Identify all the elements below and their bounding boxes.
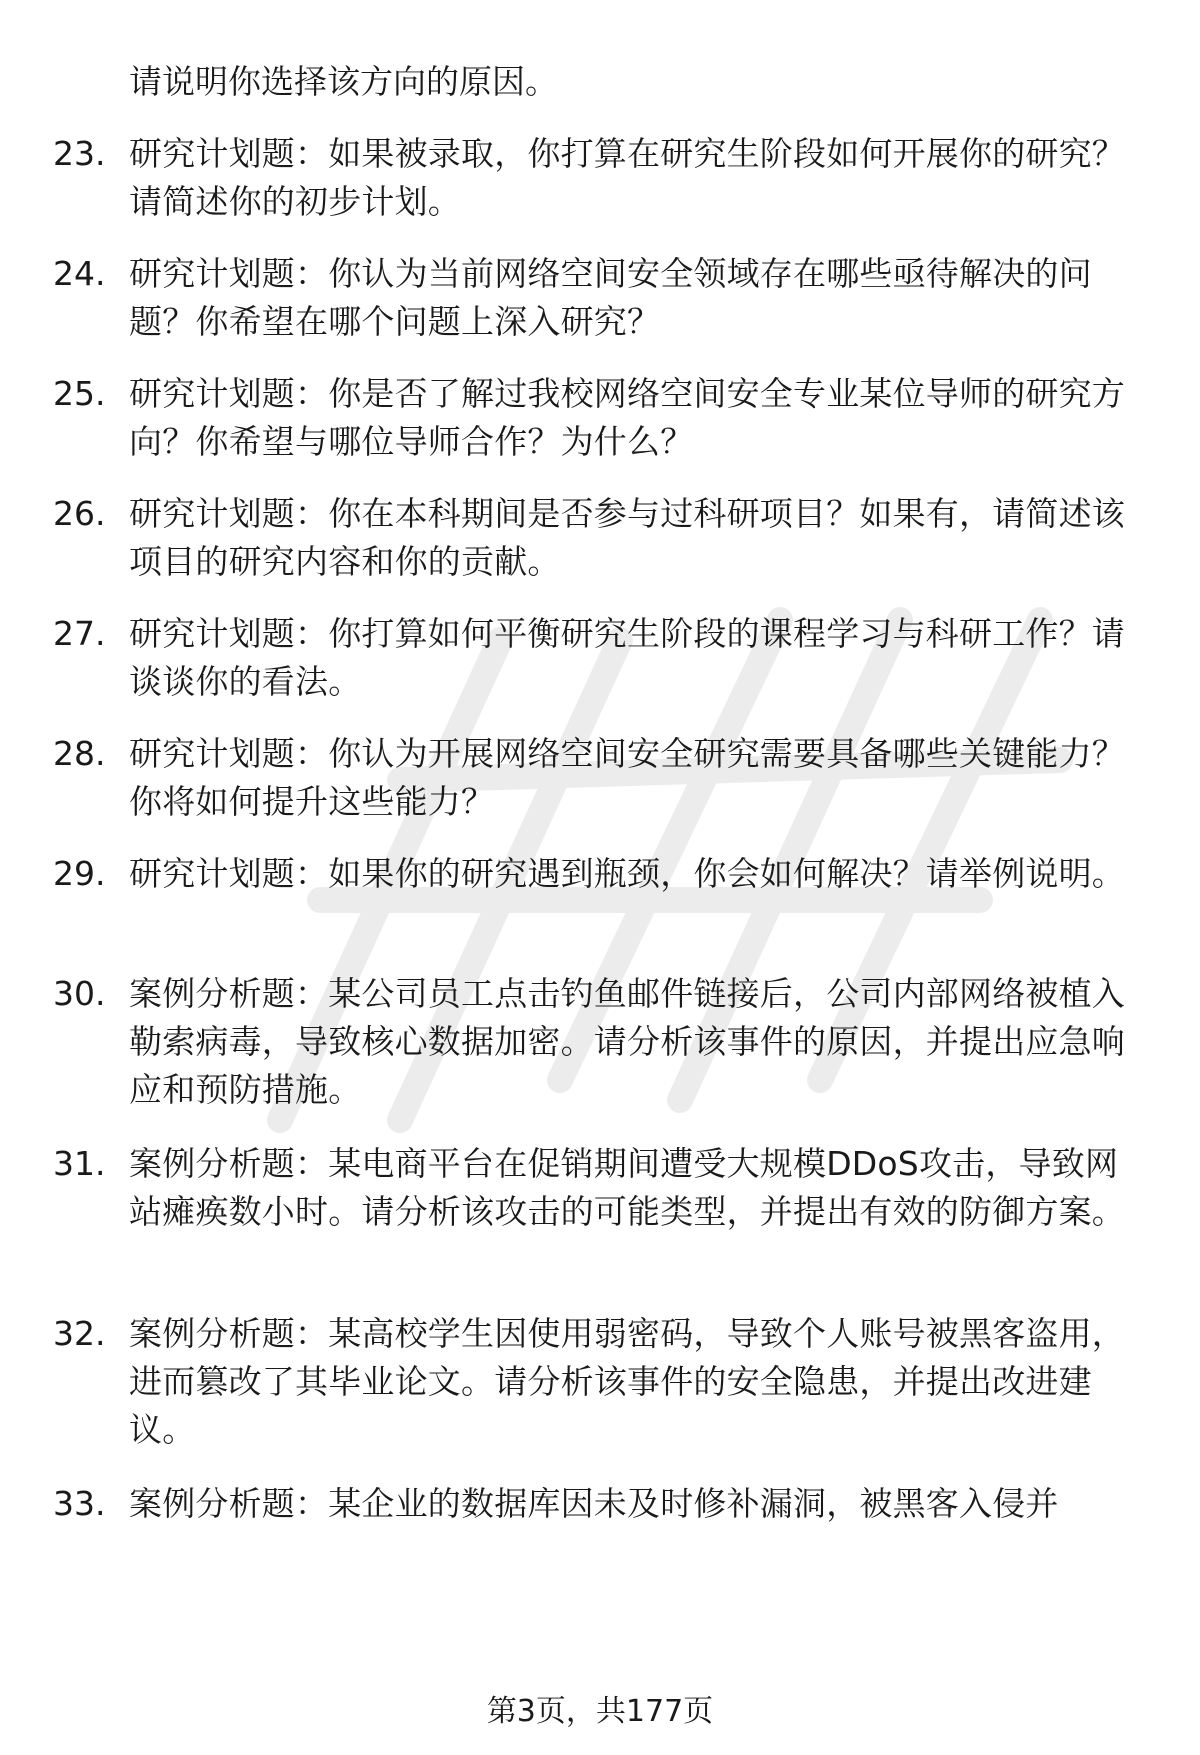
continued-question-text: 请说明你选择该方向的原因。	[129, 62, 558, 101]
question-text: 研究计划题：如果你的研究遇到瓶颈，你会如何解决？请举例说明。	[129, 854, 1125, 893]
question-text: 研究计划题：你认为当前网络空间安全领域存在哪些亟待解决的问题？你希望在哪个问题上深入研究？	[129, 254, 1092, 341]
question-number: 27.	[53, 614, 106, 653]
question-number: 32.	[53, 1314, 106, 1353]
question-number: 33.	[53, 1484, 106, 1523]
question-number: 24.	[53, 254, 106, 293]
question-number: 25.	[53, 374, 106, 413]
question-text: 研究计划题：如果被录取，你打算在研究生阶段如何开展你的研究？请简述你的初步计划。	[129, 134, 1125, 221]
question-text: 研究计划题：你认为开展网络空间安全研究需要具备哪些关键能力？你将如何提升这些能力？	[129, 734, 1125, 821]
question-text: 研究计划题：你打算如何平衡研究生阶段的课程学习与科研工作？请谈谈你的看法。	[129, 614, 1125, 701]
question-text: 研究计划题：你在本科期间是否参与过科研项目？如果有，请简述该项目的研究内容和你的贡献。	[129, 494, 1125, 581]
question-number: 23.	[53, 134, 106, 173]
page-footer: 第3页，共177页	[486, 1694, 714, 1729]
question-text: 案例分析题：某企业的数据库因未及时修补漏洞，被黑客入侵并	[129, 1484, 1059, 1523]
question-number: 28.	[53, 734, 106, 773]
question-number: 29.	[53, 854, 106, 893]
question-number: 31.	[53, 1144, 106, 1183]
question-text: 案例分析题：某公司员工点击钓鱼邮件链接后，公司内部网络被植入勒索病毒，导致核心数据加密。请分析该事件的原因，并提出应急响应和预防措施。	[129, 974, 1125, 1109]
question-text: 案例分析题：某电商平台在促销期间遭受大规模DDoS攻击，导致网站瘫痪数小时。请分析该攻击的可能类型，并提出有效的防御方案。	[129, 1144, 1125, 1231]
question-text: 案例分析题：某高校学生因使用弱密码，导致个人账号被黑客盗用，进而篡改了其毕业论文。请分析该事件的安全隐患，并提出改进建议。	[129, 1314, 1125, 1449]
question-number: 30.	[53, 974, 106, 1013]
question-number: 26.	[53, 494, 106, 533]
question-text: 研究计划题：你是否了解过我校网络空间安全专业某位导师的研究方向？你希望与哪位导师合作？为什么？	[129, 374, 1125, 461]
